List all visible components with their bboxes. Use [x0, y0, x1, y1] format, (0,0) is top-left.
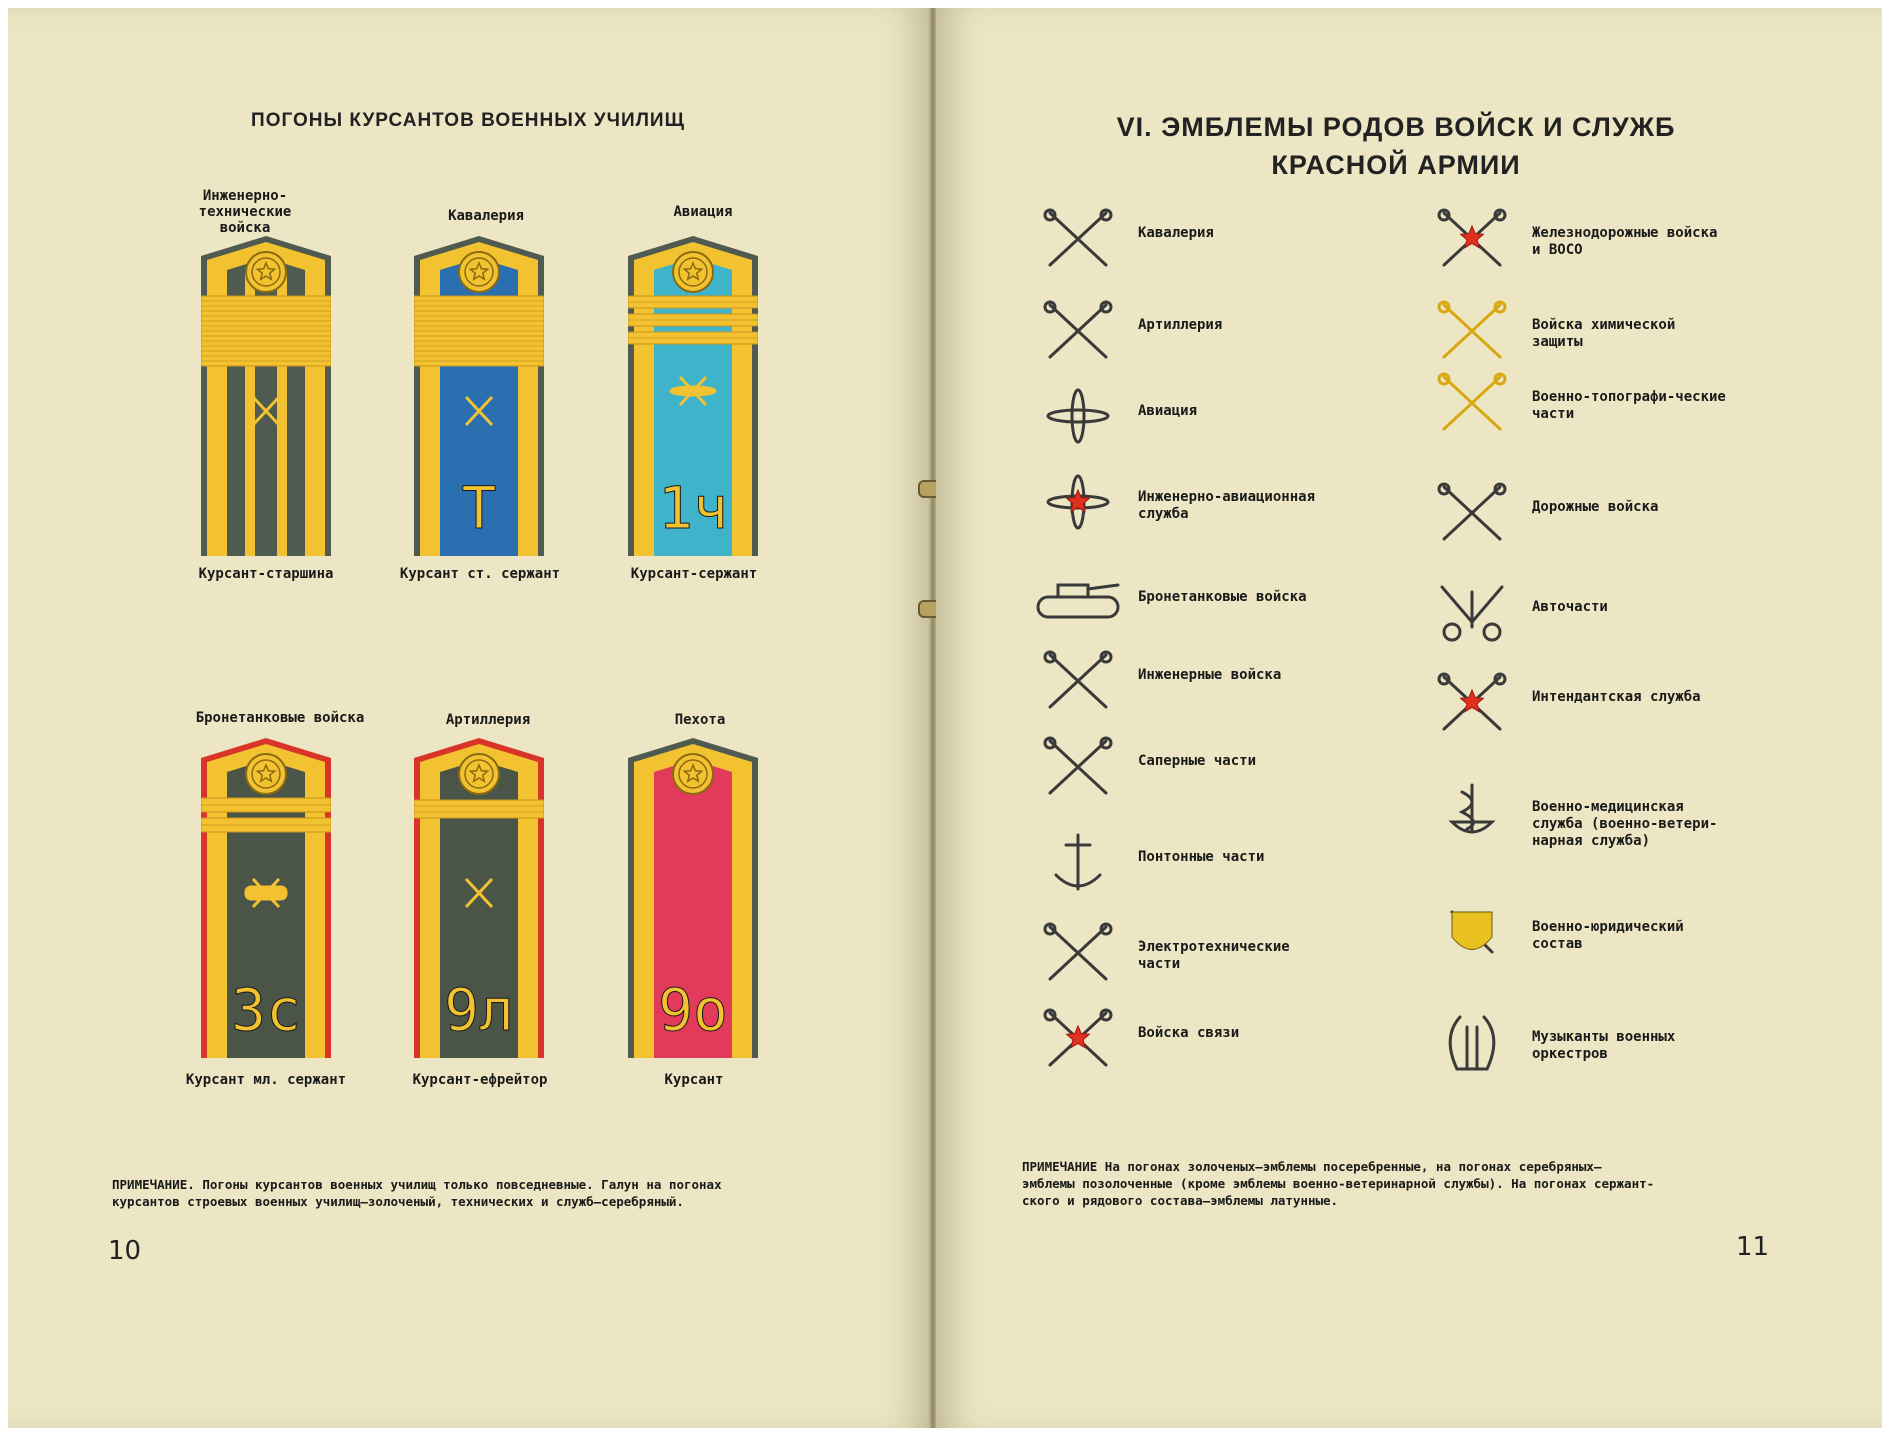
chemical-emblem-icon: [1422, 295, 1522, 365]
shoulder-strap-1: [201, 236, 331, 556]
right-emblem-label: Военно-юридический состав: [1532, 919, 1684, 952]
right-page-title-line-2: КРАСНОЙ АРМИИ: [1271, 150, 1521, 180]
strap-button-icon: [459, 252, 499, 292]
galoon-bar: [628, 314, 758, 326]
galoon-bar: [201, 798, 331, 812]
strap-1-top-label: Инженерно-технические войска: [198, 188, 292, 236]
strap-cipher: 3с: [231, 976, 301, 1044]
cavalry-emblem-icon: [1028, 203, 1128, 273]
road-troops-icon: [1422, 477, 1522, 547]
strap-drawing: [628, 738, 758, 1058]
strap-4-top-label: Бронетанковые войска: [195, 710, 365, 726]
winged-propeller-star-icon: [1028, 467, 1128, 537]
strap-cipher: 1ч: [658, 474, 728, 542]
shoulder-strap-4: [201, 738, 331, 1058]
galoon-bar: [628, 332, 758, 344]
left-emblem-label: Инженерно-авиационная служба: [1138, 489, 1316, 522]
strap-drawing: [628, 236, 758, 556]
right-emblem-label: Войска химической защиты: [1532, 317, 1676, 350]
left-emblem-label: Артиллерия: [1138, 317, 1223, 333]
right-emblem-label: Музыканты военных оркестров: [1532, 1029, 1676, 1062]
left-emblem-label: Авиация: [1138, 403, 1198, 419]
quartermaster-star-icon: [1422, 667, 1522, 737]
left-emblem-label: Бронетанковые войска: [1138, 589, 1307, 605]
strap-3-top-label: Авиация: [673, 204, 733, 220]
artillery-emblem-icon: [1028, 295, 1128, 365]
strap-6-top-label: Пехота: [674, 712, 726, 728]
right-emblem-label: Военно-топографи-ческие части: [1532, 389, 1726, 422]
right-note-line-2: эмблемы позолоченные (кроме эмблемы военно-ветеринарной службы). На погонах сержант-: [1022, 1176, 1655, 1191]
strap-cipher: 9о: [658, 976, 728, 1044]
galoon-bar: [414, 296, 544, 366]
topographic-emblem-icon: [1422, 367, 1522, 437]
shoulder-strap-3: [628, 236, 758, 556]
left-note-heading: ПРИМЕЧАНИЕ.: [112, 1177, 195, 1192]
shoulder-strap-5: [414, 738, 544, 1058]
left-emblem-label: Электротехнические части: [1138, 939, 1290, 972]
lightning-tools-icon: [1028, 917, 1128, 987]
propeller-icon: [1028, 381, 1128, 451]
right-page: [936, 8, 1882, 1428]
left-emblem-label: Понтонные части: [1138, 849, 1265, 865]
strap-button-icon: [673, 252, 713, 292]
signal-star-icon: [1028, 1003, 1128, 1073]
left-page: [8, 8, 930, 1428]
left-emblem-label: Кавалерия: [1138, 225, 1214, 241]
right-note-line-1: На погонах золоченых—эмблемы посеребренные, на погонах серебряных—: [1097, 1159, 1602, 1174]
tank-emblem-icon: [1028, 567, 1128, 637]
strap-6-rank-label: Курсант: [664, 1072, 724, 1088]
left-note-line-1: Погоны курсантов военных училищ только повседневные. Галун на погонах: [194, 1177, 722, 1192]
galoon-bar: [628, 296, 758, 308]
shield-sword-icon: [1422, 897, 1522, 967]
left-emblem-label: Инженерные войска: [1138, 667, 1282, 683]
right-emblem-label: Авточасти: [1532, 599, 1608, 615]
strap-3-rank-label: Курсант-сержант: [630, 566, 758, 582]
winged-wheel-icon: [1422, 577, 1522, 647]
crossed-axes-icon: [1028, 645, 1128, 715]
right-note-line-3: ского и рядового состава—эмблемы латунные.: [1022, 1193, 1339, 1208]
left-emblem-label: Войска связи: [1138, 1025, 1240, 1041]
right-note-heading: ПРИМЕЧАНИЕ: [1022, 1159, 1098, 1174]
right-emblem-label: Военно-медицинская служба (военно-ветери-нарная служба): [1532, 799, 1718, 849]
strap-drawing: [414, 738, 544, 1058]
left-page-note: [112, 1176, 892, 1210]
strap-5-top-label: Артиллерия: [445, 712, 531, 728]
strap-button-icon: [246, 252, 286, 292]
strap-button-icon: [459, 754, 499, 794]
left-note-line-2: курсантов строевых военных училищ—золоченый, технических и служб—серебряный.: [112, 1194, 684, 1209]
strap-button-icon: [246, 754, 286, 794]
right-page-number: 11: [1736, 1232, 1770, 1262]
right-emblem-label: Дорожные войска: [1532, 499, 1659, 515]
left-page-number: 10: [108, 1236, 142, 1266]
strap-5-rank-label: Курсант-ефрейтор: [412, 1072, 548, 1088]
strap-1-rank-label: Курсант-старшина: [198, 566, 334, 582]
galoon-bar: [414, 800, 544, 818]
galoon-bar: [201, 296, 331, 366]
pick-shovel-icon: [1028, 731, 1128, 801]
right-page-title-line-1: VI. ЭМБЛЕМЫ РОДОВ ВОЙСК И СЛУЖБ: [1116, 112, 1676, 142]
right-page-note: [1022, 1158, 1842, 1209]
anchor-axes-icon: [1028, 827, 1128, 897]
strap-drawing: [201, 236, 331, 556]
strap-drawing: [414, 236, 544, 556]
galoon-bar: [201, 818, 331, 832]
railway-emblem-icon: [1422, 203, 1522, 273]
strap-cipher: 9л: [444, 976, 514, 1044]
caduceus-bowl-icon: [1422, 777, 1522, 847]
right-emblem-label: Интендантская служба: [1532, 689, 1701, 705]
shoulder-strap-2: [414, 236, 544, 556]
lyre-icon: [1422, 1007, 1522, 1077]
strap-drawing: [201, 738, 331, 1058]
strap-2-top-label: Кавалерия: [448, 208, 524, 224]
left-page-title: ПОГОНЫ КУРСАНТОВ ВОЕННЫХ УЧИЛИЩ: [251, 110, 685, 131]
strap-4-rank-label: Курсант мл. сержант: [185, 1072, 347, 1088]
strap-2-rank-label: Курсант ст. сержант: [399, 566, 561, 582]
right-emblem-label: Железнодорожные войска и ВОСО: [1532, 225, 1718, 258]
strap-button-icon: [673, 754, 713, 794]
left-emblem-label: Саперные части: [1138, 753, 1257, 769]
strap-cipher: Т: [461, 474, 497, 542]
shoulder-strap-6: [628, 738, 758, 1058]
